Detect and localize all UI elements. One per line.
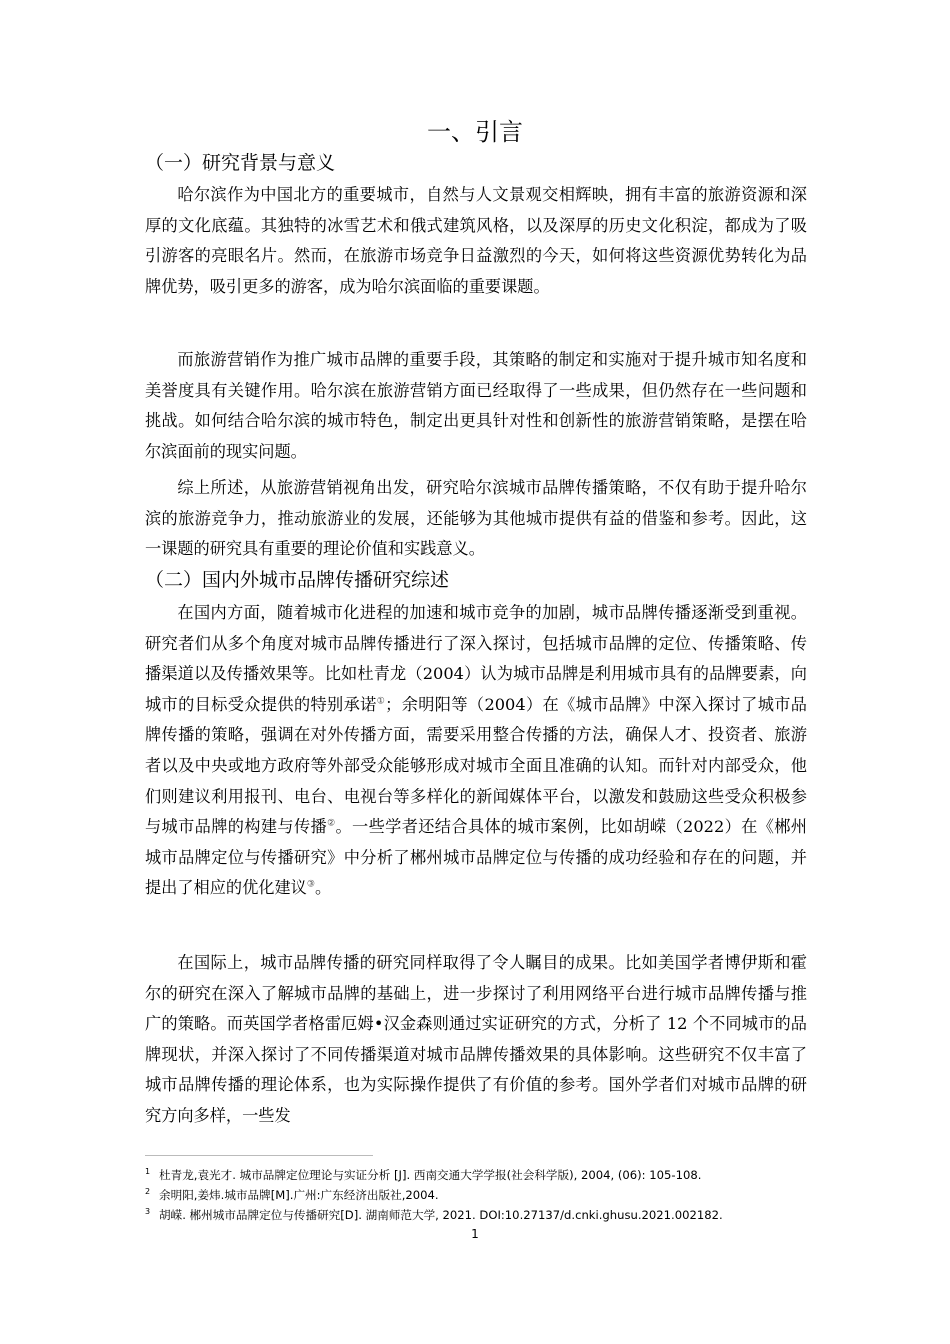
footnote-1 — [145, 1166, 845, 1185]
page-number: 1 — [471, 1227, 479, 1241]
section-heading-background: （一）研究背景与意义 — [145, 152, 336, 174]
footnote-marker-1[interactable]: ① — [376, 696, 386, 707]
footnote-text: 杜青龙,袁光才. 城市品牌定位理论与实证分析 [J]. 西南交通大学学报(社会科学版), 2004, (06): 105-108. — [159, 1168, 702, 1182]
paragraph-text: 。 — [314, 878, 332, 898]
paragraph-background-1: 哈尔滨作为中国北方的重要城市，自然与人文景观交相辉映，拥有丰富的旅游资源和深厚的文化底蕴。其独特的冰雪艺术和俄式建筑风格，以及深厚的历史文化积淀，都成为了吸引游客的亮眼名片。然而，在旅游市场竞争日益激烈的今天，如何将这些资源优势转化为品牌优势，吸引更多的游客，成为哈尔滨面临的重要课题。 — [145, 185, 807, 296]
footnote-marker-2[interactable]: ② — [327, 818, 336, 829]
footnote-text: 余明阳,姜炜.城市品牌[M].广州:广东经济出版社,2004. — [159, 1188, 439, 1202]
footnote-number: 3 — [145, 1207, 151, 1216]
footnote-marker-3[interactable]: ③ — [306, 879, 315, 890]
section-heading-literature-review: （二）国内外城市品牌传播研究综述 — [145, 569, 450, 591]
footnote-number: 1 — [145, 1167, 151, 1176]
paragraph-text: ；余明阳等（2004）在《城市品牌》中深入探讨了城市品牌传播的策略，强调在对外传播方面，需要采用整合传播的方法，确保人才、投资者、旅游者以及中央或地方政府等外部受众能够形成对城市全面且准确的认知。而针对内部受众，他们则建议利用报刊、电台、电视台等多样化的新闻媒体平台，以激发和鼓励这些受众积极参与城市品牌的构建与传播 — [145, 694, 807, 837]
paragraph-background-3: 综上所述，从旅游营销视角出发，研究哈尔滨城市品牌传播策略，不仅有助于提升哈尔滨的旅游竞争力，推动旅游业的发展，还能够为其他城市提供有益的借鉴和参考。因此，这一课题的研究具有重要的理论价值和实践意义。 — [145, 478, 807, 559]
paragraph-text: 。一些学者还结合具体的城市案例，比如胡嵘（2022）在《郴州城市品牌定位与传播研究》中分析了郴州城市品牌定位与传播的成功经验和存在的问题，并提出了相应的优化建议 — [145, 817, 807, 898]
footnote-separator — [145, 1155, 373, 1156]
paragraph-domestic-research — [145, 598, 807, 904]
chapter-title: 一、引言 — [427, 118, 523, 146]
footnote-3 — [145, 1206, 845, 1225]
footnote-number: 2 — [145, 1187, 151, 1196]
paragraph-international-research: 在国际上，城市品牌传播的研究同样取得了令人瞩目的成果。比如美国学者博伊斯和霍尔的研究在深入了解城市品牌的基础上，进一步探讨了利用网络平台进行城市品牌传播与推广的策略。而英国学者格雷厄姆•汉金森则通过实证研究的方式，分析了 12 个不同城市的品牌现状，并深入探讨了不同传播渠道对城市品牌传播效果的具体影响。这些研究不仅丰富了城市品牌传播的理论体系，也为实际操作提供了有价值的参考。国外学者们对城市品牌的研究方向多样，一些发 — [145, 953, 807, 1125]
paragraph-background-2: 而旅游营销作为推广城市品牌的重要手段，其策略的制定和实施对于提升城市知名度和美誉度具有关键作用。哈尔滨在旅游营销方面已经取得了一些成果，但仍然存在一些问题和挑战。如何结合哈尔滨的城市特色，制定出更具针对性和创新性的旅游营销策略，是摆在哈尔滨面前的现实问题。 — [145, 350, 807, 461]
footnote-text: 胡嵘. 郴州城市品牌定位与传播研究[D]. 湖南师范大学, 2021. DOI:10.27137/d.cnki.ghusu.2021.002182. — [159, 1208, 723, 1222]
paragraph-text: 在国内方面，随着城市化进程的加速和城市竞争的加剧，城市品牌传播逐渐受到重视。研究者们从多个角度对城市品牌传播进行了深入探讨，包括城市品牌的定位、传播策略、传播渠道以及传播效果等。比如杜青龙（2004）认为城市品牌是利用城市具有的品牌要素，向城市的目标受众提供的特别承诺 — [145, 603, 807, 714]
footnote-2 — [145, 1186, 845, 1205]
